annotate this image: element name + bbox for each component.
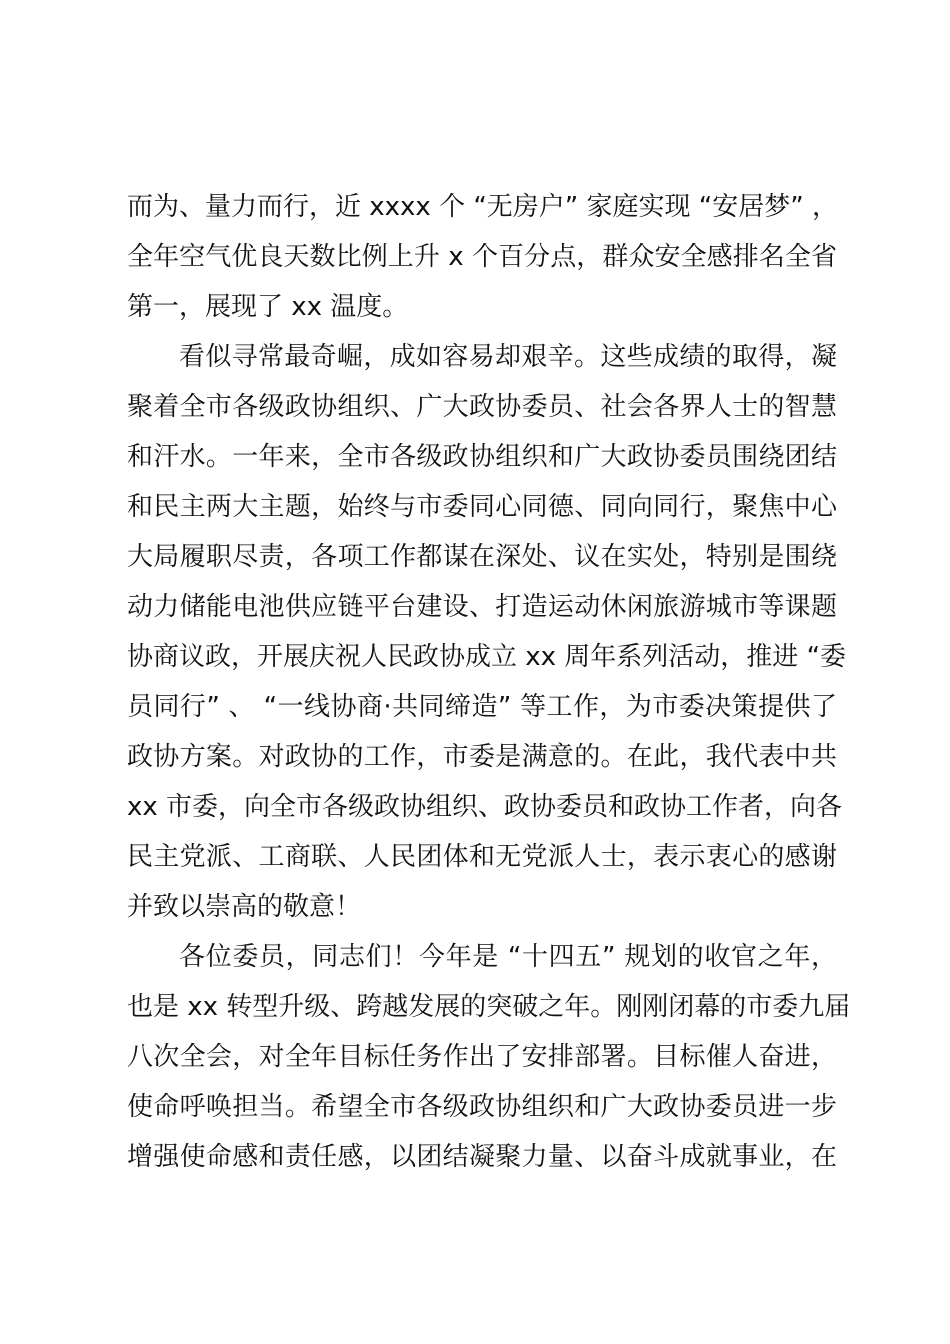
- text-line: 民主党派、工商联、人民团体和无党派人士，表示衷心的感谢: [127, 842, 837, 872]
- text-line: 动力储能电池供应链平台建设、打造运动休闲旅游城市等课题: [127, 592, 837, 622]
- text-line: xx 市委，向全市各级政协组织、政协委员和政协工作者，向各: [127, 792, 843, 822]
- text-line: 并致以崇高的敬意！: [127, 892, 362, 922]
- text-line: 使命呼唤担当。希望全市各级政协组织和广大政协委员进一步: [127, 1092, 837, 1122]
- text-line: 聚着全市各级政协组织、广大政协委员、社会各界人士的智慧: [127, 392, 837, 422]
- text-line: 全年空气优良天数比例上升 x 个百分点，群众安全感排名全省: [127, 242, 837, 272]
- text-line: 也是 xx 转型升级、跨越发展的突破之年。刚刚闭幕的市委九届: [127, 992, 851, 1022]
- text-line: 员同行” 、 “一线协商·共同缔造” 等工作，为市委决策提供了: [127, 692, 837, 722]
- text-line: 和汗水。一年来，全市各级政协组织和广大政协委员围绕团结: [127, 442, 837, 472]
- text-line: 和民主两大主题，始终与市委同心同德、同向同行，聚焦中心: [127, 492, 837, 522]
- text-line: 协商议政，开展庆祝人民政协成立 xx 周年系列活动，推进 “委: [127, 642, 847, 672]
- document-body: [127, 182, 851, 1182]
- text-line: 而为、量力而行，近 xxxx 个 “无房户” 家庭实现 “安居梦” ，: [127, 192, 839, 222]
- text-line: 第一，展现了 xx 温度。: [127, 292, 409, 322]
- text-line: 增强使命感和责任感，以团结凝聚力量、以奋斗成就事业，在: [127, 1142, 837, 1172]
- text-line: 八次全会，对全年目标任务作出了安排部署。目标催人奋进，: [127, 1042, 837, 1072]
- text-line: 政协方案。对政协的工作，市委是满意的。在此，我代表中共: [127, 742, 837, 772]
- paragraph-first-line: 看似寻常最奇崛，成如容易却艰辛。这些成绩的取得，凝: [179, 342, 837, 372]
- paragraph-first-line: 各位委员，同志们！今年是 “十四五” 规划的收官之年，: [179, 942, 837, 972]
- text-line: 大局履职尽责，各项工作都谋在深处、议在实处，特别是围绕: [127, 542, 837, 572]
